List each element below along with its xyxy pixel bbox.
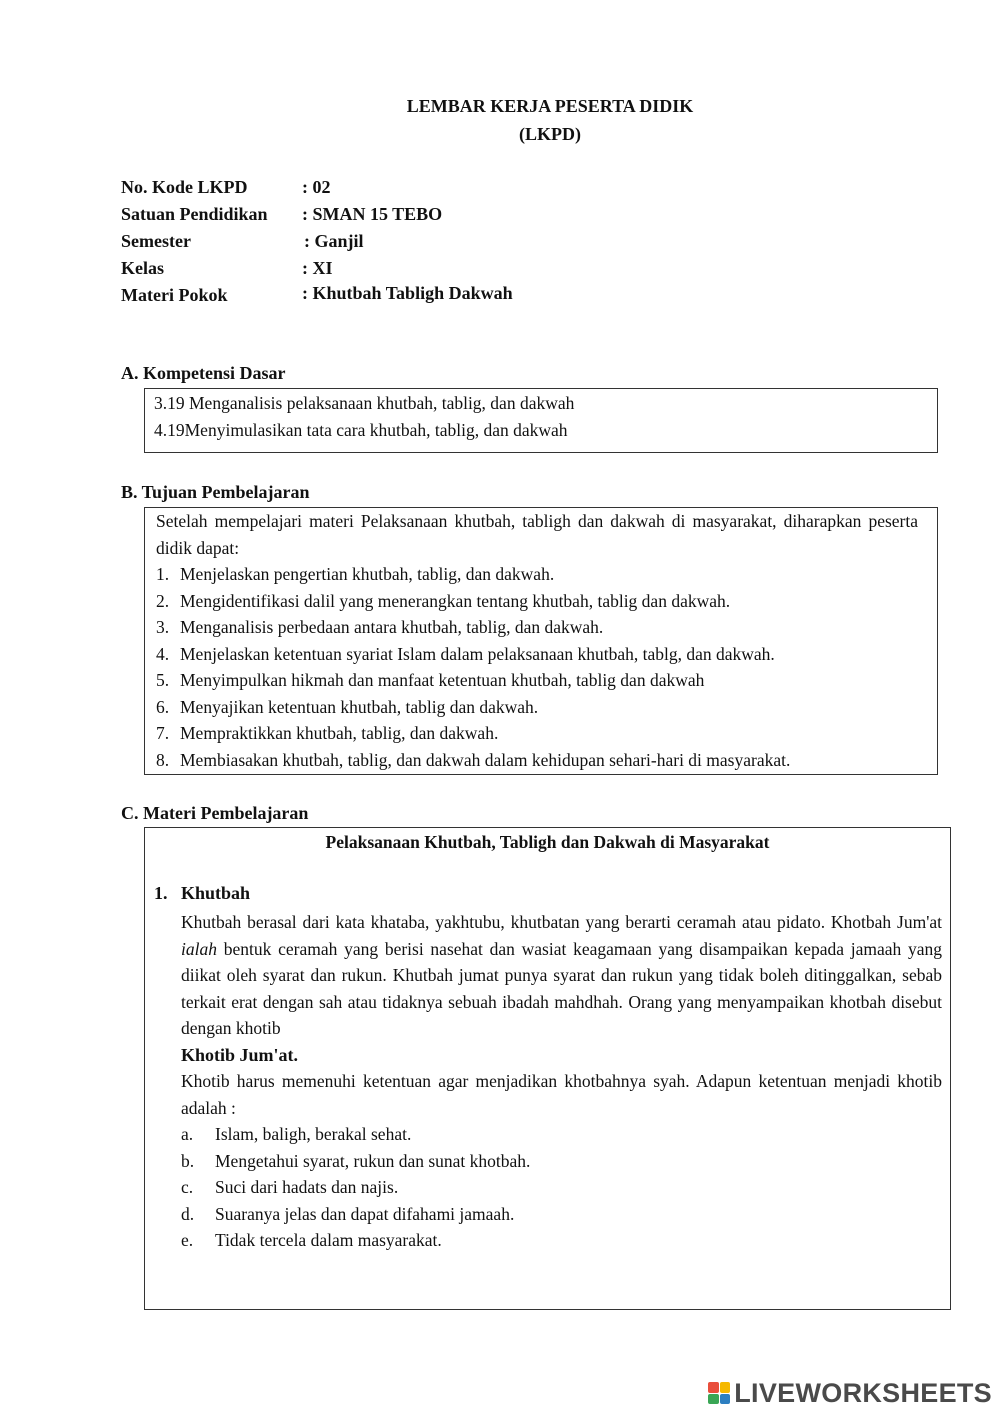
- liveworksheets-icon: [708, 1382, 730, 1404]
- kompetensi-item: 4.19Menyimulasikan tata cara khutbah, tablig, dan dakwah: [154, 419, 568, 440]
- list-number: 2.: [156, 590, 170, 611]
- meta-value-kode: : 02: [302, 177, 331, 197]
- list-item: [156, 667, 918, 694]
- tujuan-box: [144, 507, 938, 775]
- list-letter: c.: [181, 1177, 194, 1197]
- list-letter: e.: [181, 1230, 194, 1250]
- meta-value-kelas: : XI: [302, 258, 333, 278]
- list-number: 8.: [156, 749, 170, 770]
- section-b-heading: B. Tujuan Pembelajaran: [121, 482, 310, 502]
- list-item: [181, 1227, 942, 1254]
- khotib-paragraph: Khotib harus memenuhi ketentuan agar menjadikan khotbahnya syah. Adapun ketentuan menjadi khotib adalah :: [181, 1071, 942, 1118]
- list-text: Menyimpulkan hikmah dan manfaat ketentuan khutbah, tablig dan dakwah: [180, 670, 705, 690]
- list-item: [181, 1148, 942, 1175]
- list-item: [181, 1201, 942, 1228]
- list-text: Islam, baligh, berakal sehat.: [215, 1124, 412, 1144]
- list-number: 7.: [156, 723, 170, 743]
- list-item: [181, 1174, 942, 1201]
- meta-value-semester: : Ganjil: [304, 231, 364, 251]
- section-c-heading: C. Materi Pembelajaran: [121, 803, 309, 823]
- list-item: [156, 641, 918, 668]
- list-text: Tidak tercela dalam masyarakat.: [215, 1230, 442, 1250]
- meta-label-satuan: Satuan Pendidikan: [121, 204, 268, 224]
- kompetensi-item: 3.19 Menganalisis pelaksanaan khutbah, tablig, dan dakwah: [154, 393, 575, 413]
- list-text: Menyajikan ketentuan khutbah, tablig dan dakwah.: [180, 696, 539, 717]
- list-item: [156, 614, 918, 641]
- list-text: Mengidentifikasi dalil yang menerangkan tentang khutbah, tablig dan dakwah.: [180, 590, 731, 611]
- khotib-heading: Khotib Jum'at.: [181, 1044, 299, 1065]
- list-item: [156, 720, 918, 747]
- meta-label-materi: Materi Pokok: [121, 285, 228, 305]
- paragraph-italic: ialah: [181, 938, 217, 959]
- tujuan-intro: Setelah mempelajari materi Pelaksanaan khutbah, tabligh dan dakwah di masyarakat, diharapkan peserta didik dapat:: [156, 511, 918, 558]
- list-text: Suaranya jelas dan dapat difahami jamaah.: [215, 1203, 515, 1224]
- list-letter: a.: [181, 1124, 194, 1144]
- list-text: Mengetahui syarat, rukun dan sunat khotbah.: [215, 1150, 531, 1171]
- list-number: 1.: [156, 564, 170, 584]
- list-text: Menganalisis perbedaan antara khutbah, tablig, dan dakwah.: [180, 617, 604, 637]
- list-letter: d.: [181, 1203, 195, 1224]
- meta-label-kode: No. Kode LKPD: [121, 177, 248, 197]
- list-item: [156, 588, 918, 615]
- worksheet-title: LEMBAR KERJA PESERTA DIDIK: [406, 96, 694, 116]
- subsection-title: Khutbah: [181, 883, 251, 903]
- meta-value-satuan: : SMAN 15 TEBO: [302, 204, 443, 224]
- worksheet-subtitle: (LKPD): [519, 124, 581, 144]
- list-text: Suci dari hadats dan najis.: [215, 1177, 399, 1197]
- liveworksheets-logo: [708, 1377, 992, 1409]
- materi-box: [144, 827, 951, 1310]
- liveworksheets-wordmark: LIVEWORKSHEETS: [734, 1377, 992, 1408]
- meta-value-materi: : Khutbah Tabligh Dakwah: [302, 283, 513, 303]
- paragraph-text: bentuk ceramah yang berisi nasehat dan wasiat keagamaan yang disampaikan kepada jamaah yang diikat oleh syarat dan rukun. Khutbah jumat punya syarat dan rukun yang tidak boleh ditinggalkan, sebab terkait erat dengan sah atau tidaknya sebuah ibadah mahdhah. Orang yang menyampaikan khotbah disebut dengan khotib: [181, 938, 942, 1038]
- meta-label-kelas: Kelas: [121, 258, 164, 278]
- kompetensi-box: [144, 388, 938, 453]
- logo-square: [708, 1382, 719, 1393]
- list-number: 3.: [156, 617, 170, 637]
- materi-title: Pelaksanaan Khutbah, Tabligh dan Dakwah di Masyarakat: [325, 832, 770, 852]
- list-text: Menjelaskan ketentuan syariat Islam dalam pelaksanaan khutbah, tablg, dan dakwah.: [180, 643, 775, 664]
- list-letter: b.: [181, 1150, 195, 1171]
- list-text: Membiasakan khutbah, tablig, dan dakwah dalam kehidupan sehari-hari di masyarakat.: [180, 749, 791, 770]
- subsection-number: 1.: [154, 883, 168, 903]
- list-number: 5.: [156, 670, 170, 690]
- khutbah-paragraph: [181, 909, 942, 1042]
- logo-square: [720, 1382, 731, 1393]
- list-item: [156, 747, 918, 774]
- meta-label-semester: Semester: [121, 231, 191, 251]
- logo-square: [708, 1394, 719, 1405]
- list-item: [156, 561, 918, 588]
- list-number: 6.: [156, 696, 170, 717]
- logo-square: [720, 1394, 731, 1405]
- list-item: [181, 1121, 942, 1148]
- paragraph-text: Khutbah berasal dari kata khataba, yakhtubu, khutbatan yang berarti ceramah atau pidato. Khotbah Jum'at: [181, 912, 942, 932]
- list-text: Menjelaskan pengertian khutbah, tablig, dan dakwah.: [180, 564, 555, 584]
- list-text: Mempraktikkan khutbah, tablig, dan dakwah.: [180, 723, 499, 743]
- section-a-heading: A. Kompetensi Dasar: [121, 363, 286, 383]
- list-number: 4.: [156, 643, 170, 664]
- list-item: [156, 694, 918, 721]
